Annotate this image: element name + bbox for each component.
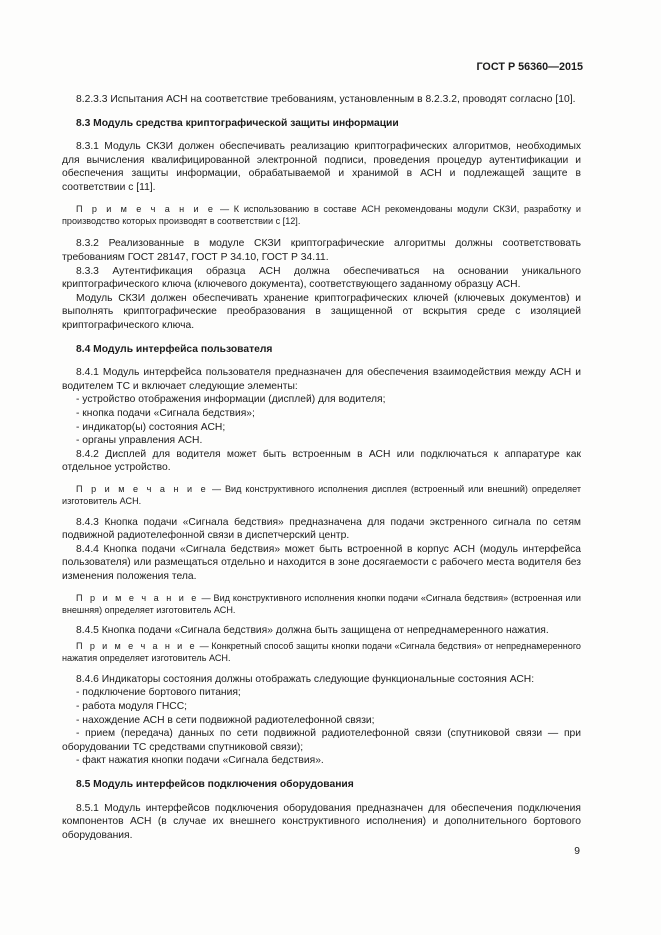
body-paragraph: 8.4.1 Модуль интерфейса пользователя предназначен для обеспечения взаимодействия между АСН и водителем ТС и включает следующие элементы: [62,367,581,392]
body-paragraph: 8.3.1 Модуль СКЗИ должен обеспечивать реализацию криптографических алгоритмов, необходимых для вычисления квалифицированной электронной подписи, проведения процедур аутентификации и обеспечения защиты информации, обрабатываемой и хранимой в АСН и подлежащей защите в соответствии с [11]. [62,141,581,193]
note-text: — Конкретный способ защиты кнопки подачи «Сигнала бедствия» от непреднамеренного нажатия определяет изготовитель АСН. [62,641,581,664]
document-body [62,93,581,842]
list-item: - устройство отображения информации (дисплей) для водителя; [76,394,386,406]
note-text: — К использованию в составе АСН рекомендованы модули СКЗИ, разработку и производство которых производят в соответствии с [12]. [62,203,581,226]
note-paragraph [62,640,581,665]
body-paragraph: 8.2.3.3 Испытания АСН на соответствие требованиям, установленным в 8.2.3.2, проводят согласно [10]. [76,94,576,105]
note-paragraph [62,592,581,617]
body-paragraph: 8.5.1 Модуль интерфейсов подключения оборудования предназначен для обеспечения подключения компонентов АСН (в случае их внешнего конструктивного исполнения) и дополнительного бортового оборудования. [62,802,581,841]
list-item: - органы управления АСН. [76,435,203,447]
body-paragraph: 8.4.3 Кнопка подачи «Сигнала бедствия» предназначена для подачи экстренного сигнала по сетям подвижной радиотелефонной связи в диспетчерский центр. [62,516,581,542]
list-item: - подключение бортового питания; [76,687,241,699]
section-heading: 8.4 Модуль интерфейса пользователя [76,343,273,355]
list-item: - индикатор(ы) состояния АСН; [76,421,226,433]
section-heading: 8.3 Модуль средства криптографической защиты информации [76,117,399,129]
body-paragraph: 8.4.5 Кнопка подачи «Сигнала бедствия» должна быть защищена от непреднамеренного нажатия. [76,625,549,637]
note-label: П р и м е ч а н и е [76,641,197,652]
body-paragraph: 8.3.2 Реализованные в модуле СКЗИ криптографические алгоритмы должны соответствовать требованиям ГОСТ 28147, ГОСТ Р 34.10, ГОСТ Р 34.11. [62,238,581,263]
note-label: П р и м е ч а н и е [76,203,216,214]
body-paragraph: Модуль СКЗИ должен обеспечивать хранение криптографических ключей (ключевых документов) и выполнять криптографические преобразования в защищенной от вскрытия среде с изоляцией криптографического ключа. [62,292,581,331]
body-paragraph: 8.4.2 Дисплей для водителя может быть встроенным в АСН или подключаться к аппаратуре как отдельное устройство. [62,448,581,474]
list-item: - кнопка подачи «Сигнала бедствия»; [76,407,255,419]
body-paragraph: 8.4.4 Кнопка подачи «Сигнала бедствия» может быть встроенной в корпус АСН (модуль интерфейса пользователя) или размещаться отдельно и находится в зоне досягаемости с рабочего места водителя без изменения положения тела. [62,543,581,583]
body-paragraph: 8.3.3 Аутентификация образца АСН должна обеспечиваться на основании уникального криптографического ключа (ключевого документа), соответствующего заданному образцу АСН. [62,265,581,291]
note-label: П р и м е ч а н и е [76,592,199,603]
page-number: 9 [574,846,580,857]
section-heading: 8.5 Модуль интерфейсов подключения оборудования [76,779,354,791]
list-item: - прием (передача) данных по сети подвижной радиотелефонной связи (спутниковой связи — при оборудовании ТС средствами спутниковой связи); [62,728,581,753]
note-text: — Вид конструктивного исполнения кнопки подачи «Сигнала бедствия» (встроенная или внешняя) определяет изготовитель АСН. [62,592,581,616]
list-item: - нахождение АСН в сети подвижной радиотелефонной связи; [76,714,375,726]
body-paragraph: 8.4.6 Индикаторы состояния должны отображать следующие функциональные состояния АСН: [76,673,535,685]
note-label: П р и м е ч а н и е [76,483,209,494]
list-item: - работа модуля ГНСС; [76,701,188,713]
list-item: - факт нажатия кнопки подачи «Сигнала бедствия». [76,755,324,767]
note-paragraph [62,483,581,508]
note-text: — Вид конструктивного исполнения дисплея (встроенный или внешний) определяет изготовитель АСН. [62,483,581,507]
note-paragraph [62,203,581,228]
standard-code-header: ГОСТ Р 56360—2015 [476,61,583,73]
